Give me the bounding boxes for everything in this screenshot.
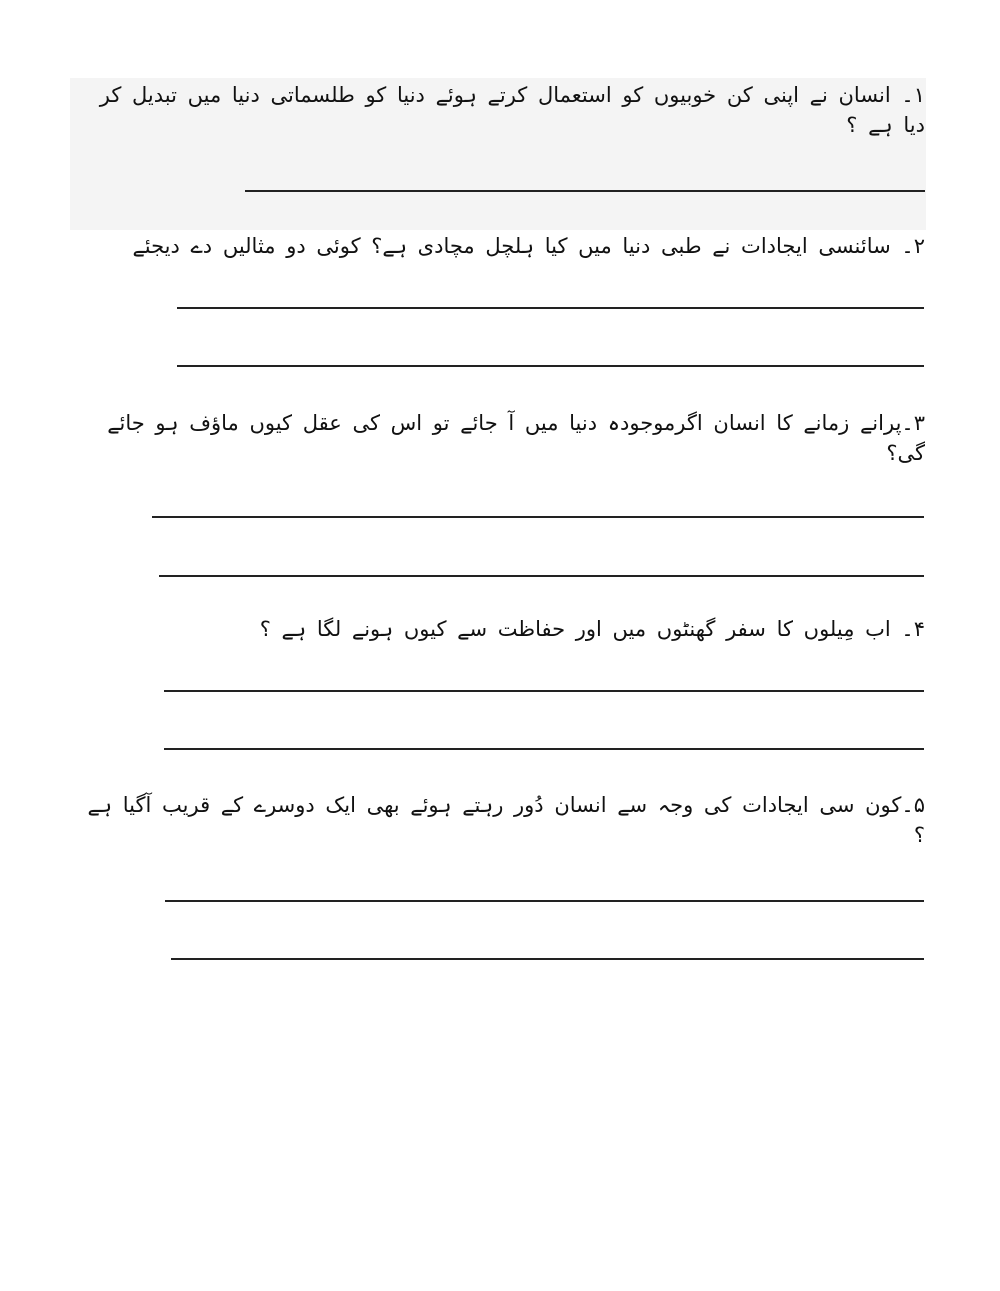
question-1-text: ۱۔ انسان نے اپنی کن خوبیوں کو استعمال کرتے ہوئے دنیا کو طلسماتی دنیا میں تبدیل کر دیا ہے ؟ [99, 83, 925, 137]
answer-line-4b[interactable] [164, 748, 924, 750]
answer-line-5a[interactable] [165, 900, 924, 902]
answer-line-4a[interactable] [164, 690, 924, 692]
question-5-text: ۵۔کون سی ایجادات کی وجہ سے انسان دُور رہتے ہوئے بھی ایک دوسرے کے قریب آگیا ہے ؟ [87, 793, 925, 847]
answer-line-3b[interactable] [159, 575, 924, 577]
answer-line-3a[interactable] [152, 516, 924, 518]
question-3-text: ۳۔پرانے زمانے کا انسان اگرموجودہ دنیا میں آ جائے تو اس کی عقل کیوں ماؤف ہو جائے گی؟ [107, 411, 925, 465]
question-4-text: ۴۔ اب مِیلوں کا سفر گھنٹوں میں اور حفاظت سے کیوں ہونے لگا ہے ؟ [259, 617, 925, 641]
question-2-text: ۲۔ سائنسی ایجادات نے طبی دنیا میں کیا ہلچل مچادی ہے؟ کوئی دو مثالیں دے دیجئے [132, 234, 925, 258]
answer-line-5b[interactable] [171, 958, 924, 960]
answer-line-2a[interactable] [177, 307, 924, 309]
answer-line-1[interactable] [245, 190, 925, 192]
answer-line-2b[interactable] [177, 365, 924, 367]
